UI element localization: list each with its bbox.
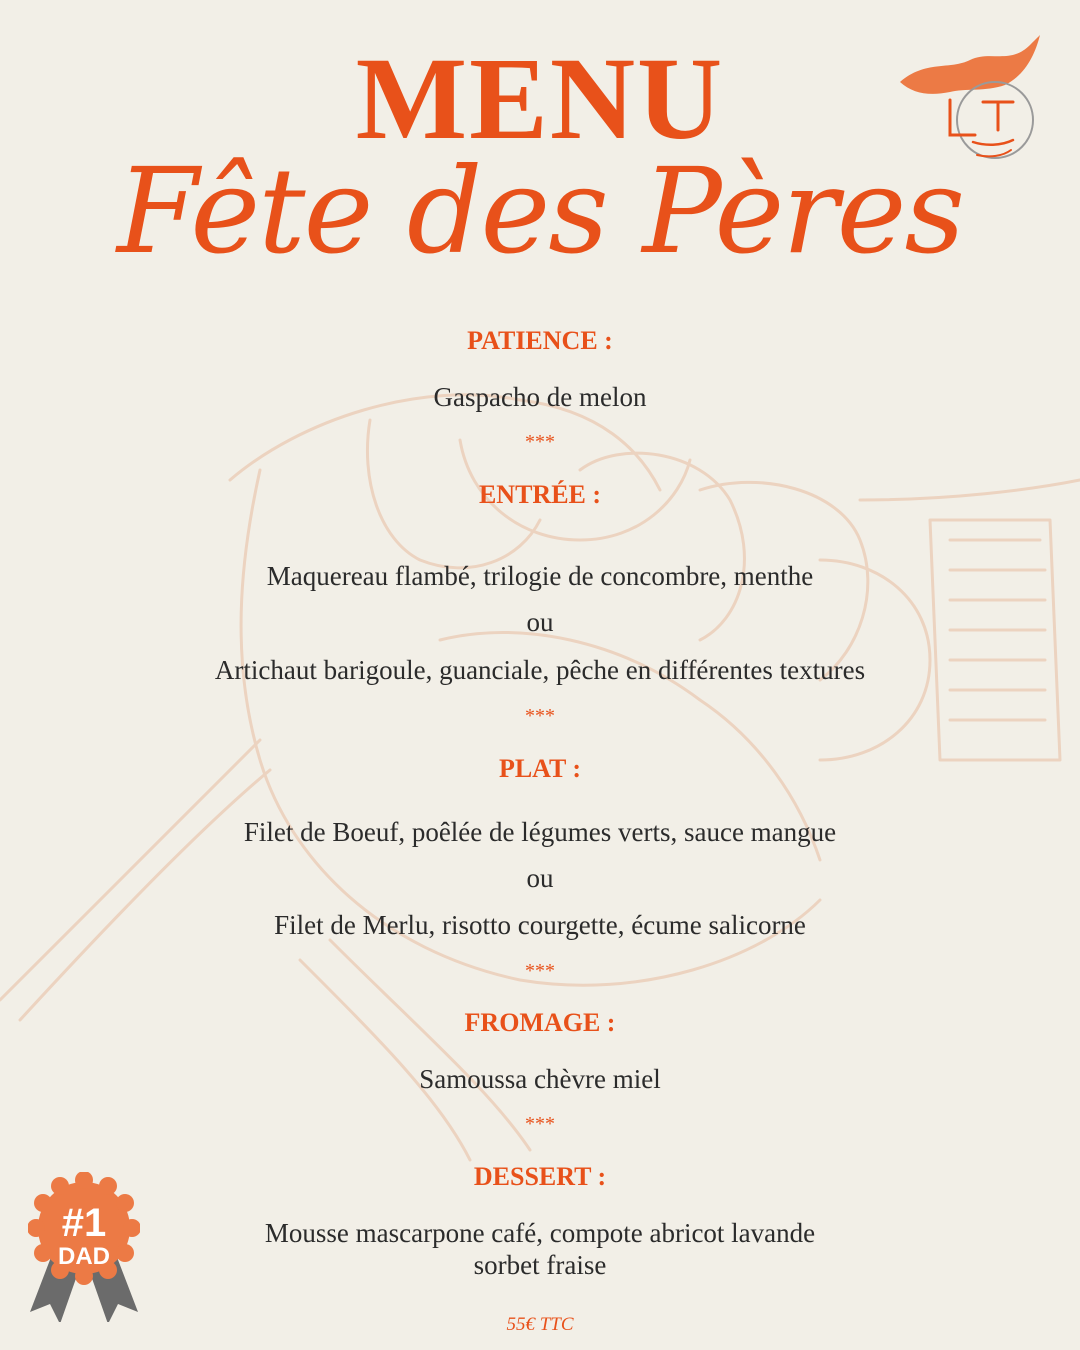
menu-price: 55€ TTC: [506, 1314, 574, 1335]
dish-entree-2: Artichaut barigoule, guanciale, pêche en différentes textures: [214, 655, 866, 685]
dish-entree-or: ou: [526, 607, 554, 637]
dish-dessert-1: Mousse mascarpone café, compote abricot lavande: [264, 1218, 816, 1248]
separator: ***: [525, 960, 555, 982]
section-heading-fromage: FROMAGE :: [464, 1008, 616, 1037]
dish-patience: Gaspacho de melon: [433, 382, 647, 412]
dish-fromage: Samoussa chèvre miel: [419, 1064, 661, 1094]
dish-plat-or: ou: [526, 863, 554, 893]
number-one-dad-badge-icon: [28, 1172, 140, 1322]
dish-entree-1: Maquereau flambé, trilogie de concombre, menthe: [266, 561, 814, 591]
section-heading-entree: ENTRÉE :: [478, 480, 602, 509]
separator: ***: [525, 1113, 555, 1135]
separator: ***: [525, 705, 555, 727]
dish-plat-2: Filet de Merlu, risotto courgette, écume salicorne: [274, 910, 806, 940]
separator: ***: [525, 431, 555, 453]
menu-title: MENU: [355, 33, 725, 164]
badge-number: #1: [61, 1201, 107, 1245]
badge-dad-label: DAD: [58, 1243, 110, 1270]
section-heading-plat: PLAT :: [498, 754, 582, 783]
menu-subtitle: Fête des Pères: [116, 142, 964, 280]
dish-dessert-2: sorbet fraise: [473, 1250, 607, 1280]
section-heading-patience: PATIENCE :: [467, 326, 613, 355]
section-heading-dessert: DESSERT :: [473, 1162, 607, 1191]
dish-plat-1: Filet de Boeuf, poêlée de légumes verts, sauce mangue: [243, 817, 837, 847]
